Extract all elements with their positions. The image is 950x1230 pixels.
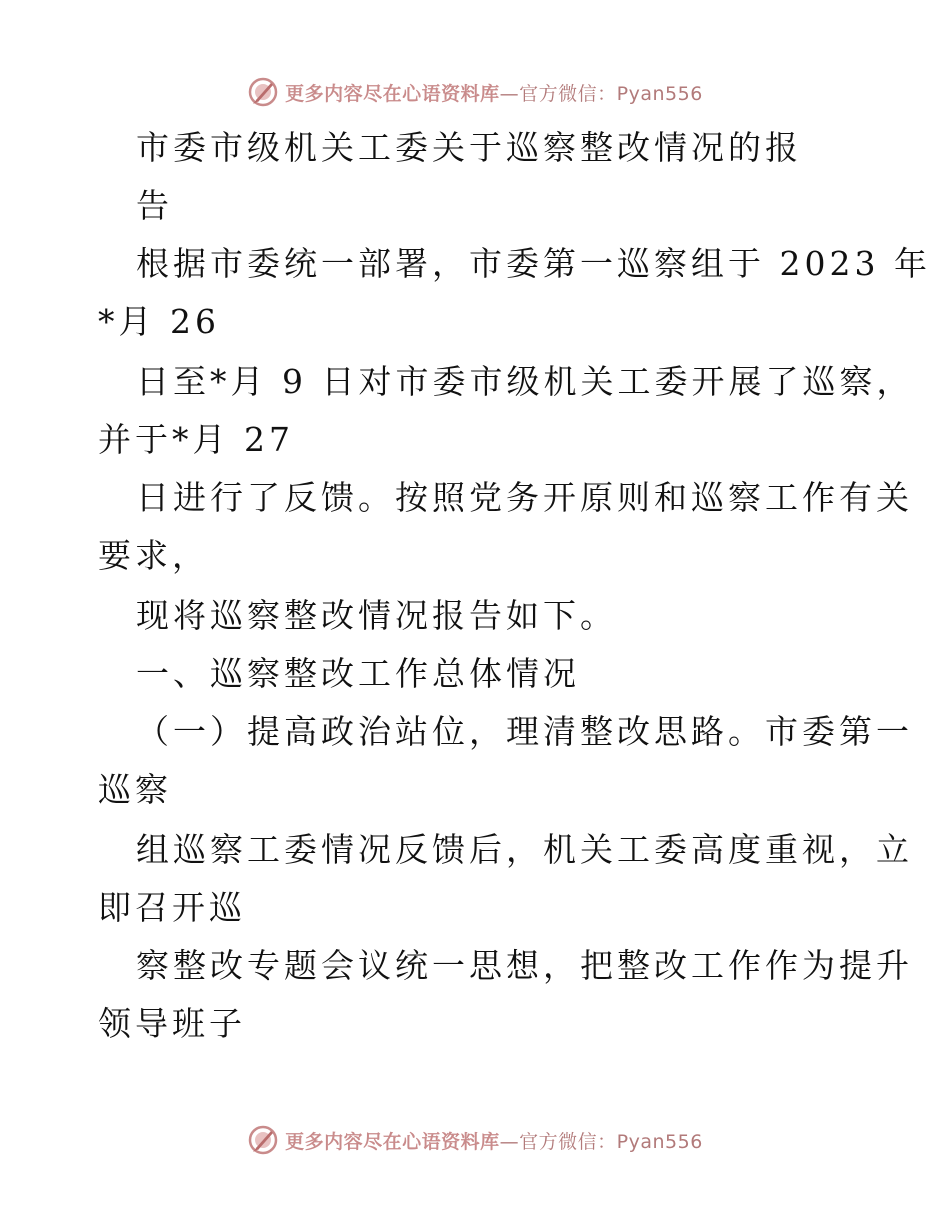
paragraph-line: 即召开巡 [98, 888, 246, 927]
subsection-heading: （一）提高政治站位，理清整改思路。市委第一 [136, 712, 913, 751]
watermark-contact: —官方微信：Pyan556 [499, 82, 703, 105]
paragraph-line: 日至*月 9 日对市委市级机关工委开展了巡察， [136, 362, 914, 401]
paragraph-line: 现将巡察整改情况报告如下。 [136, 596, 617, 635]
paragraph-line: *月 26 [98, 302, 220, 341]
paragraph-line: 领导班子 [98, 1004, 246, 1043]
watermark-text [285, 1127, 703, 1154]
paragraph-line: 要求， [98, 536, 209, 575]
document-title-line-2: 告 [136, 186, 173, 225]
document-title-line-1: 市委市级机关工委关于巡察整改情况的报 [136, 128, 802, 167]
quill-seal-icon [247, 1124, 279, 1156]
paragraph-line: 巡察 [98, 770, 172, 809]
paragraph-line: 根据市委统一部署，市委第一巡察组于 2023 年 [136, 244, 931, 283]
paragraph-line: 并于*月 27 [98, 420, 294, 459]
watermark-brand: 更多内容尽在心语资料库 [285, 1130, 500, 1153]
paragraph-line: 日进行了反馈。按照党务开原则和巡察工作有关 [136, 478, 913, 517]
section-heading: 一、巡察整改工作总体情况 [136, 654, 580, 693]
footer-watermark [0, 1120, 950, 1160]
watermark-contact: —官方微信：Pyan556 [499, 1130, 703, 1153]
paragraph-line: 察整改专题会议统一思想，把整改工作作为提升 [136, 946, 913, 985]
watermark-brand: 更多内容尽在心语资料库 [285, 82, 500, 105]
paragraph-line: 组巡察工委情况反馈后，机关工委高度重视，立 [136, 830, 913, 869]
